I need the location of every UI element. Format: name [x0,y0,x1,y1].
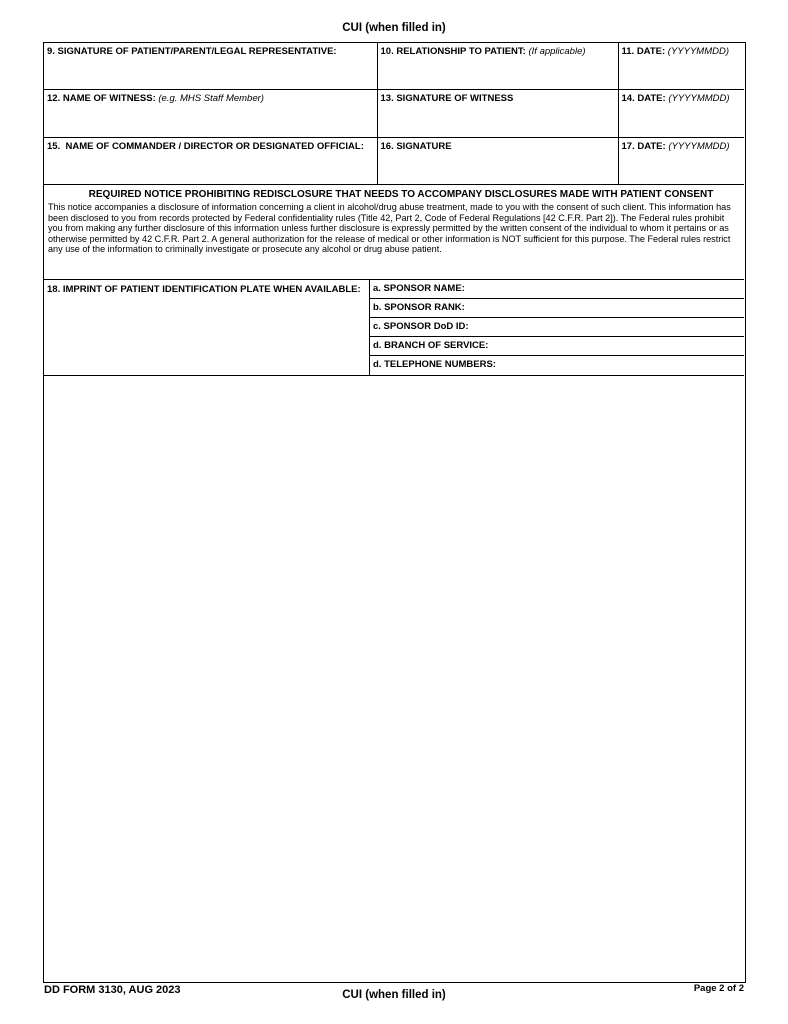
field-10-relationship[interactable] [377,43,618,90]
branch-of-service-field[interactable]: d. BRANCH OF SERVICE: [370,337,744,356]
field-9-signature-patient[interactable] [44,43,377,90]
field-15-label-wrap [47,141,374,152]
field-14-date[interactable] [618,90,744,138]
sponsor-name-field[interactable]: a. SPONSOR NAME: [370,280,744,299]
form-identifier: DD FORM 3130, AUG 2023 [44,984,181,996]
field-12-label: 12. NAME OF WITNESS: [47,93,156,104]
sponsor-fields [369,280,744,375]
section-18 [44,280,744,376]
sponsor-rank-field[interactable]: b. SPONSOR RANK: [370,299,744,318]
field-10-hint: (If applicable) [528,46,586,57]
field-15-commander-name[interactable] [44,138,377,185]
field-16-signature[interactable] [377,138,618,185]
sponsor-dod-id-field[interactable]: c. SPONSOR DoD ID: [370,318,744,337]
page-number: Page 2 of 2 [693,983,744,994]
field-9-label: 9. SIGNATURE OF PATIENT/PARENT/LEGAL REPRESENTATIVE: [47,46,337,57]
form-frame [43,42,746,983]
signature-table [44,43,744,185]
notice-title: REQUIRED NOTICE PROHIBITING REDISCLOSURE THAT NEEDS TO ACCOMPANY DISCLOSURES MADE WITH PATIENT CONSENT [88,189,714,200]
field-15-number: 15. [47,141,61,152]
imprint-label: 18. IMPRINT OF PATIENT IDENTIFICATION PLATE WHEN AVAILABLE: [47,284,361,295]
field-12-hint: (e.g. MHS Staff Member) [158,93,264,104]
field-17-date[interactable] [618,138,744,185]
field-10-label: 10. RELATIONSHIP TO PATIENT: [380,46,526,57]
notice-body: This notice accompanies a disclosure of information concerning a client in alcohol/drug abuse treatment, made to you with the consent of such client. This information has been disclosed to you from records protected by Federal confidentiality rules (Title 42, Part 2, Code of Federal Regulations [42 C.F.R. Part 2]). The Federal rules prohibit you from making any further disclosure of this information unless further disclosure is expressly permitted by the written consent of the individual to whom it pertains or as otherwise permitted by 42 C.F.R. Part 2. A general authorization for the release of medical or other information is NOT sufficient for this purpose. The Federal rules restrict any use of the information to criminally investigate or prosecute any alcohol or drug abuse patient. [48,202,731,255]
telephone-numbers-field[interactable]: d. TELEPHONE NUMBERS: [373,359,496,370]
field-17-hint: (YYYYMMDD) [668,141,730,152]
imprint-id-plate-field[interactable] [47,284,367,295]
field-13-label: 13. SIGNATURE OF WITNESS [380,93,514,104]
field-13-witness-signature[interactable] [377,90,618,138]
field-16-label: 16. SIGNATURE [380,141,452,152]
field-11-label: 11. DATE: [621,46,666,57]
cui-header: CUI (when filled in) [342,22,446,34]
field-11-hint: (YYYYMMDD) [667,46,730,57]
field-12-witness-name[interactable] [44,90,377,138]
field-11-date[interactable] [618,43,744,90]
field-17-label: 17. DATE: [621,141,666,152]
field-14-label: 14. DATE: [621,93,666,104]
field-14-hint: (YYYYMMDD) [668,93,730,104]
field-15-label: NAME OF COMMANDER / DIRECTOR OR DESIGNATED OFFICIAL: [65,141,364,152]
redisclosure-notice [44,186,744,280]
cui-footer: CUI (when filled in) [342,989,446,1001]
